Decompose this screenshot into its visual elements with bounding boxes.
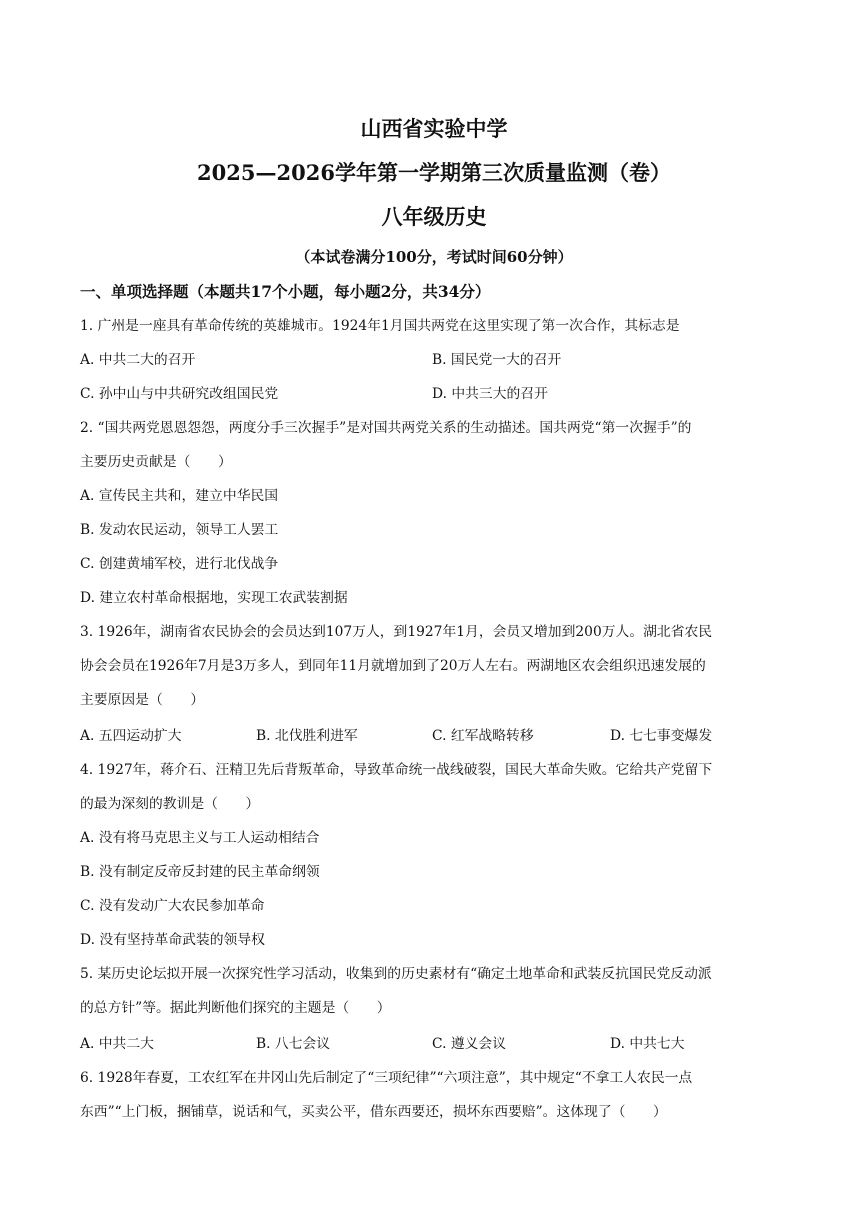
question-stem: 的总方针”等。据此判断他们探究的主题是（ ） [80, 1000, 391, 1016]
exam-title: 2025—2026学年第一学期第三次质量监测（卷） [197, 160, 671, 185]
question-stem: 协会会员在1926年7月是3万多人，到同年11月就增加到了20万人左右。两湖地区农会组织迅速发展的 [80, 658, 706, 674]
option-d: D. 中共七大 [610, 1036, 685, 1052]
school-title: 山西省实验中学 [360, 116, 508, 141]
option-a: A. 宣传民主共和，建立中华民国 [80, 488, 279, 504]
option-b: B. 发动农民运动，领导工人罢工 [80, 522, 279, 538]
question-stem: 1. 广州是一座具有革命传统的英雄城市。1924年1月国共两党在这里实现了第一次合作，其标志是 [80, 318, 680, 334]
option-b: B. 北伐胜利进军 [256, 728, 358, 744]
subject-title: 八年级历史 [381, 204, 487, 229]
question-stem: 3. 1926年，湖南省农民协会的会员达到107万人，到1927年1月，会员又增加到200万人。湖北省农民 [80, 624, 713, 640]
option-a: A. 中共二大的召开 [80, 352, 196, 368]
option-c: C. 遵义会议 [432, 1036, 507, 1052]
option-d: D. 中共三大的召开 [432, 386, 548, 402]
option-c: C. 创建黄埔军校，进行北伐战争 [80, 556, 279, 572]
option-c: C. 孙中山与中共研究改组国民党 [80, 386, 279, 402]
option-b: B. 没有制定反帝反封建的民主革命纲领 [80, 864, 320, 880]
option-a: A. 没有将马克思主义与工人运动相结合 [80, 830, 320, 846]
question-stem: 6. 1928年春夏，工农红军在井冈山先后制定了“三项纪律”“六项注意”，其中规定“不拿工人农民一点 [80, 1070, 693, 1086]
question-stem: 4. 1927年，蒋介石、汪精卫先后背叛革命，导致革命统一战线破裂，国民大革命失败。它给共产党留下 [80, 762, 713, 778]
option-d: D. 建立农村革命根据地，实现工农武装割据 [80, 590, 348, 606]
option-a: A. 五四运动扩大 [80, 728, 182, 744]
option-d: D. 没有坚持革命武装的领导权 [80, 932, 265, 948]
question-stem: 2. “国共两党恩恩怨怨，两度分手三次握手”是对国共两党关系的生动描述。国共两党“第一次握手”的 [80, 420, 692, 436]
option-c: C. 没有发动广大农民参加革命 [80, 898, 265, 914]
option-c: C. 红军战略转移 [432, 728, 534, 744]
exam-note: （本试卷满分100分，考试时间60分钟） [295, 248, 573, 266]
question-stem: 5. 某历史论坛拟开展一次探究性学习活动，收集到的历史素材有“确定土地革命和武装反抗国民党反动派 [80, 966, 712, 982]
option-d: D. 七七事变爆发 [610, 728, 713, 744]
option-a: A. 中共二大 [80, 1036, 154, 1052]
question-stem: 东西”“上门板，捆铺草，说话和气，买卖公平，借东西要还，损坏东西要赔”。这体现了（ ） [80, 1104, 667, 1120]
option-b: B. 八七会议 [256, 1036, 331, 1052]
question-stem: 主要历史贡献是（ ） [80, 454, 232, 470]
section-title: 一、单项选择题（本题共17个小题，每小题2分，共34分） [80, 282, 491, 301]
option-b: B. 国民党一大的召开 [432, 352, 562, 368]
question-stem: 主要原因是（ ） [80, 692, 205, 708]
question-stem: 的最为深刻的教训是（ ） [80, 796, 260, 812]
